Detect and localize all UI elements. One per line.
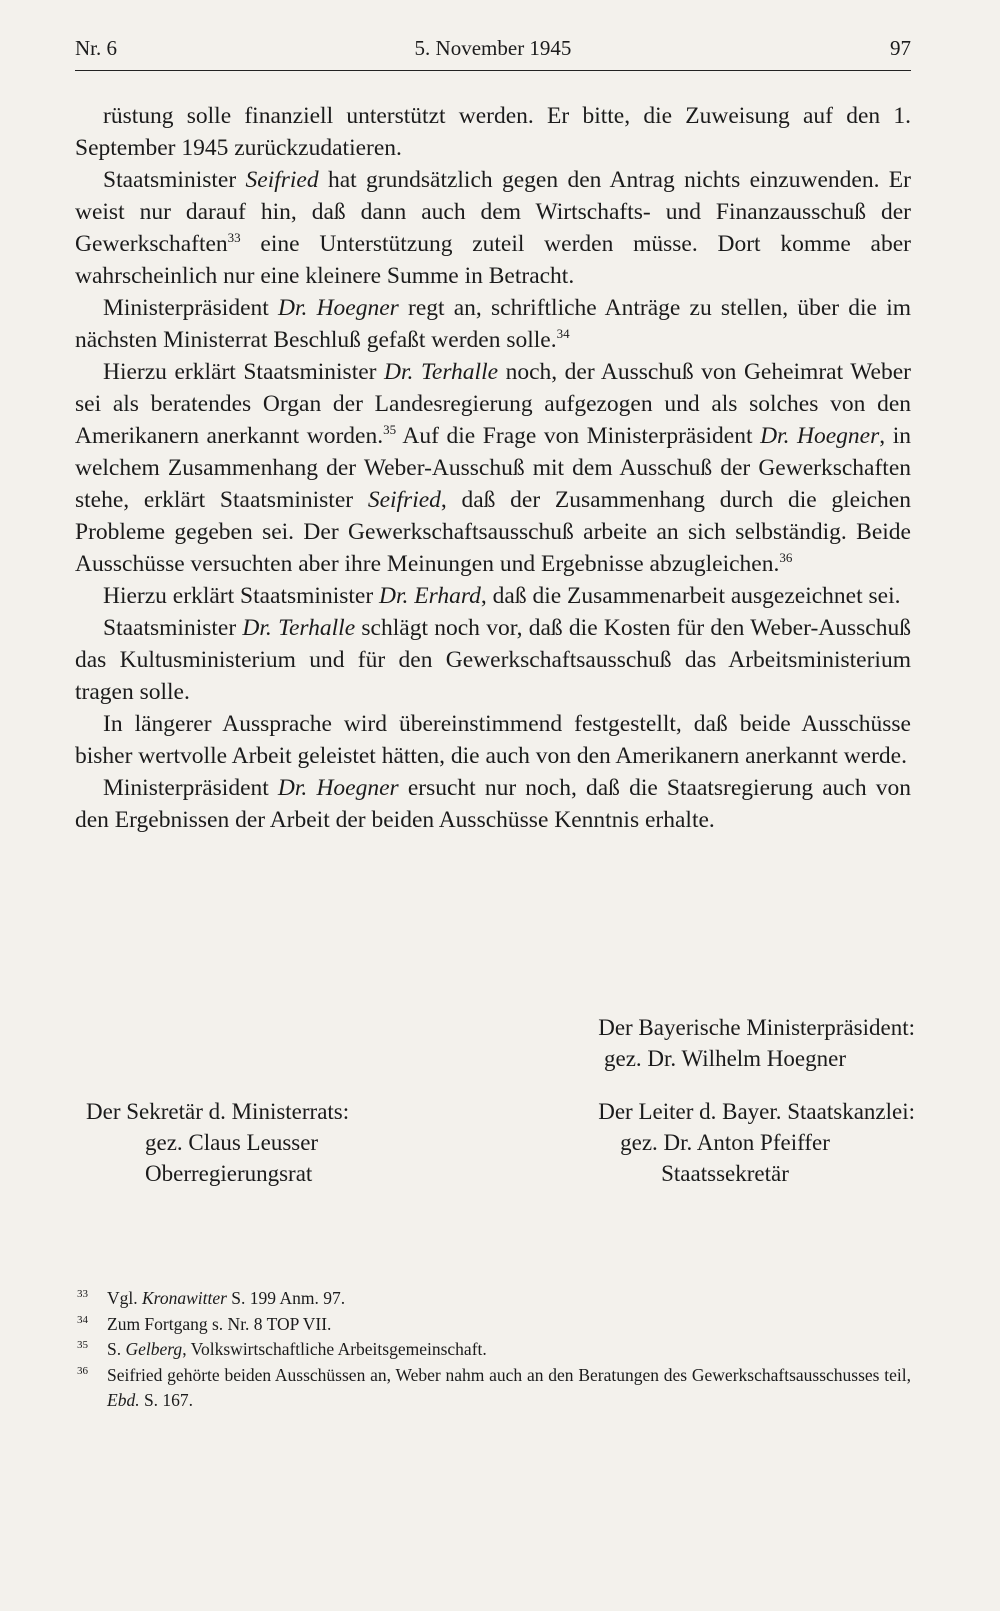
paragraph [75, 708, 911, 772]
text-run: , daß der Zusammenhang durch die gleichen Probleme gegeben sei. Der Gewerkschaftsausschuß arbeite an sich selbständig. Beide Ausschüsse versuchten aber ihre Meinungen und Ergebnisse abzugleichen. [75, 487, 911, 577]
italic-name: Dr. Hoegner [760, 423, 880, 449]
footnote [75, 1312, 911, 1338]
paragraph [75, 356, 911, 580]
footnote-number: 36 [77, 1364, 88, 1377]
text-run: , Volkswirtschaftliche Arbeitsgemeinschaft. [182, 1339, 487, 1359]
text-run: schlägt noch vor, daß die Kosten für den Weber-Ausschuß das Kultusministerium und für den Gewerkschaftsausschuß das Arbeitsministerium tragen solle. [75, 615, 911, 705]
italic-name: Ebd. [107, 1390, 140, 1410]
text-run: Vgl. [107, 1288, 142, 1308]
running-header [75, 36, 911, 66]
signature-staatskanzlei [535, 1096, 915, 1189]
text-run: Zum Fortgang s. Nr. 8 TOP VII. [107, 1313, 332, 1334]
italic-name: Gelberg [125, 1339, 183, 1359]
page-number: 97 [890, 36, 911, 60]
text-run: , in welchem Zusammenhang der Weber-Ausschuß mit dem Ausschuß der Gewerkschaften stehe, erklärt Staatsminister [75, 423, 911, 513]
signature-title: Der Leiter d. Bayer. Staatskanzlei: [598, 1099, 915, 1124]
text-run: Auf die Frage von Ministerpräsident [396, 423, 761, 449]
paragraph [75, 580, 911, 612]
footnote-ref: 34 [556, 326, 570, 341]
text-run: S. 199 Anm. 97. [226, 1288, 346, 1308]
signature-title: Der Sekretär d. Ministerrats: [86, 1099, 350, 1124]
text-run: S. 167. [139, 1390, 194, 1410]
italic-name: Seifried [367, 487, 441, 513]
text-run: noch, der Ausschuß von Geheimrat Weber sei als beratendes Organ der Landesregierung aufgezogen und als solches von den Amerikanern anerkannt worden. [75, 359, 911, 449]
signature-role: Oberregierungsrat [145, 1161, 313, 1186]
italic-name: Kronawitter [142, 1288, 227, 1308]
document-number: Nr. 6 [75, 36, 117, 60]
text-run: In längerer Aussprache wird übereinstimmend festgestellt, daß beide Ausschüsse bisher wertvolle Arbeit geleistet hätten, die auch von den Amerikanern anerkannt werde. [75, 711, 911, 769]
paragraph [75, 100, 911, 164]
text-run: , daß die Zusammenarbeit ausgezeichnet sei. [480, 583, 901, 609]
text-run: Staatsminister [103, 615, 243, 641]
text-run: hat grundsätzlich gegen den Antrag nichts einzuwenden. Er weist nur darauf hin, daß dann auch dem Wirtschafts- und Finanzausschuß der Gewerkschaften [75, 167, 911, 257]
italic-name: Dr. Terhalle [242, 615, 356, 641]
italic-name: Dr. Hoegner [277, 775, 399, 801]
footnote [75, 1286, 911, 1312]
signature-ministerpraesident [535, 1012, 915, 1074]
text-run: S. [107, 1339, 126, 1359]
footnote-ref: 36 [779, 550, 793, 565]
italic-name: Dr. Hoegner [277, 295, 399, 321]
text-run: regt an, schriftliche Anträge zu stellen, über die im nächsten Ministerrat Beschluß gefaßt werden solle. [75, 295, 911, 353]
italic-name: Dr. Erhard [379, 583, 481, 609]
text-run: rüstung solle finanziell unterstützt werden. Er bitte, die Zuweisung auf den 1. September 1945 zurückzudatieren. [75, 103, 911, 161]
footnote [75, 1337, 911, 1363]
header-rule [75, 70, 911, 71]
footnote-number: 33 [77, 1288, 88, 1300]
text-run: Ministerpräsident [103, 775, 278, 801]
paragraph [75, 292, 911, 356]
footnotes [75, 1286, 911, 1414]
text-run: eine Unterstützung zuteil werden müsse. Dort komme aber wahrscheinlich nur eine kleinere Summe in Betracht. [75, 231, 911, 289]
text-run: Staatsminister [103, 167, 246, 193]
italic-name: Seifried [245, 167, 319, 193]
footnote-ref: 35 [383, 422, 397, 437]
footnote-number: 34 [77, 1313, 88, 1326]
footnote-number: 35 [77, 1339, 88, 1351]
text-run: Hierzu erklärt Staatsminister [103, 583, 380, 609]
text-run: ersucht nur noch, daß die Staatsregierung auch von den Ergebnissen der Arbeit der beiden Ausschüsse Kenntnis erhalte. [75, 775, 911, 833]
text-run: Ministerpräsident [103, 295, 278, 321]
footnote [75, 1363, 911, 1414]
footnote-ref: 33 [227, 230, 241, 245]
body-text [75, 100, 911, 836]
signature-role: Staatssekretär [661, 1161, 789, 1186]
header-date: 5. November 1945 [414, 36, 572, 60]
paragraph [75, 164, 911, 292]
text-run: Seifried gehörte beiden Ausschüssen an, Weber nahm auch an den Beratungen des Gewerkschaftsausschusses teil, [107, 1364, 911, 1385]
signature-name: gez. Dr. Wilhelm Hoegner [604, 1046, 846, 1071]
paragraph [75, 612, 911, 708]
paragraph [75, 772, 911, 836]
signature-title: Der Bayerische Ministerpräsident: [598, 1015, 915, 1040]
text-run: Hierzu erklärt Staatsminister [103, 359, 385, 385]
italic-name: Dr. Terhalle [384, 359, 499, 385]
signature-name: gez. Claus Leusser [145, 1130, 319, 1155]
signature-sekretaer [86, 1096, 406, 1189]
signature-name: gez. Dr. Anton Pfeiffer [620, 1130, 830, 1155]
